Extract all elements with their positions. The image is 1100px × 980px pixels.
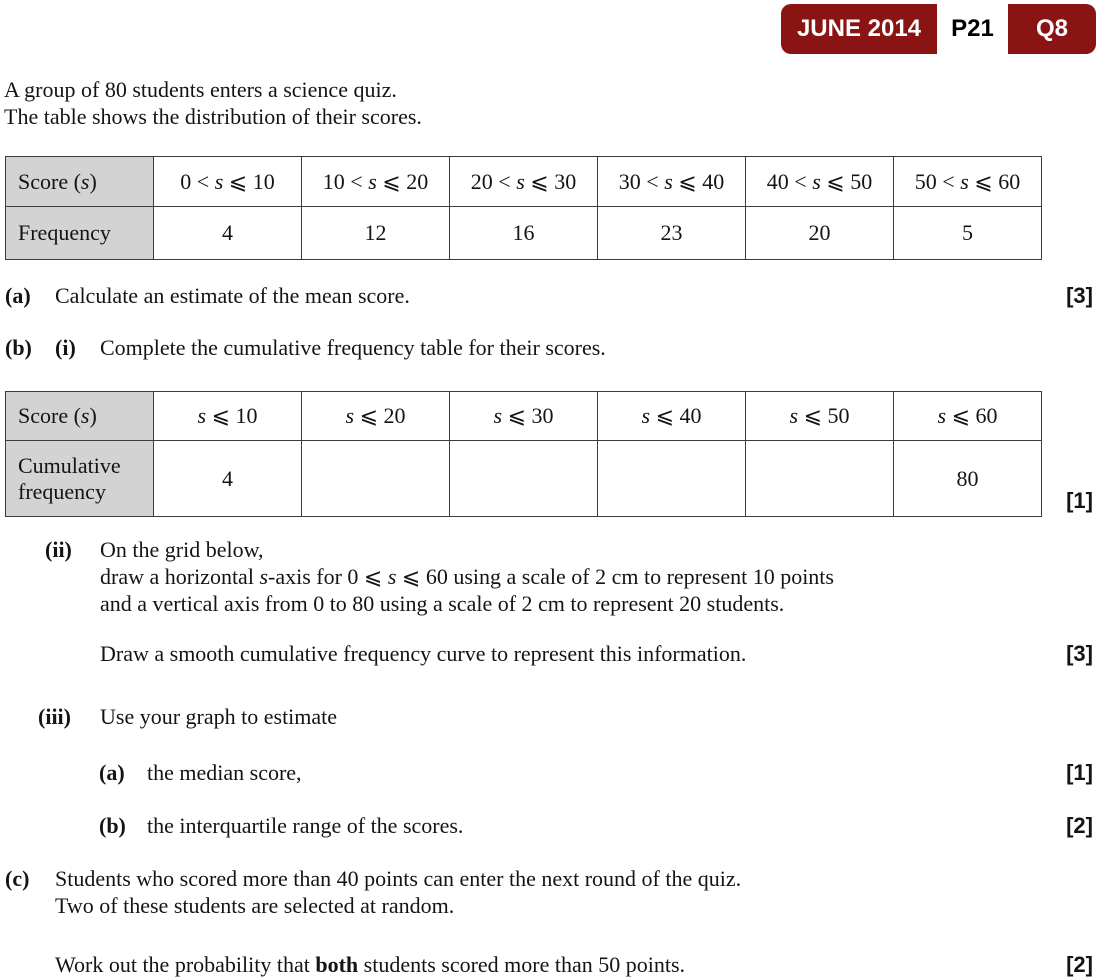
score-table-header-row: [6, 157, 1042, 207]
score-variable: s: [387, 564, 397, 589]
frequency-row-label: Frequency: [6, 207, 154, 260]
question-c-line-2: Two of these students are selected at random.: [55, 893, 455, 918]
frequency-cell: 20: [746, 207, 894, 260]
frequency-cell: 5: [894, 207, 1042, 260]
question-c-line-1: Students who scored more than 40 points can enter the next round of the quiz.: [55, 866, 742, 891]
question-b-label: (b): [5, 335, 32, 360]
question-c-final-text: Work out the probability that both students scored more than 50 points.: [55, 952, 686, 977]
question-bii-marks: [3]: [1066, 641, 1093, 666]
question-bii-line-3-text: and a vertical axis from 0 to 80 using a scale of 2 cm to represent 20 students.: [100, 591, 785, 616]
question-biii-b-row: [0, 812, 1100, 839]
score-variable: s: [80, 168, 90, 194]
question-c-label: (c): [5, 866, 30, 891]
cumulative-range-cell: s ⩽ 50: [746, 392, 894, 441]
question-bi-label: (i): [55, 335, 76, 360]
question-biii-b-label: (b): [99, 813, 126, 838]
score-variable: s: [214, 168, 224, 194]
question-bi-row: [0, 334, 1100, 361]
question-a-row: [0, 282, 1100, 309]
score-variable: s: [641, 403, 651, 428]
question-bii-line-2-text: draw a horizontal s-axis for 0 ⩽ s ⩽ 60 using a scale of 2 cm to represent 10 points: [100, 564, 834, 589]
score-variable: s: [516, 168, 525, 194]
question-bii-curve-text: Draw a smooth cumulative frequency curve to represent this information.: [100, 641, 747, 666]
score-range-cell: 20 < s ⩽ 30: [450, 157, 598, 207]
frequency-cell: 4: [154, 207, 302, 260]
score-table-header-label: Score (s): [6, 157, 154, 207]
frequency-cell: 12: [302, 207, 450, 260]
score-range-cell: 30 < s ⩽ 40: [598, 157, 746, 207]
cumulative-range-cell: s ⩽ 40: [598, 392, 746, 441]
question-bii-line-3: [0, 590, 1100, 617]
badge-session: JUNE 2014: [796, 15, 922, 42]
cumulative-range-cell: s ⩽ 30: [450, 392, 598, 441]
question-a-label: (a): [5, 283, 31, 308]
score-variable: s: [493, 403, 503, 428]
cumulative-range-cell: s ⩽ 10: [154, 392, 302, 441]
question-biii-b-text: the interquartile range of the scores.: [147, 813, 464, 838]
badge-question: Q8: [1035, 15, 1068, 42]
question-biii-a-text: the median score,: [147, 760, 302, 785]
frequency-cell: 23: [598, 207, 746, 260]
question-bi-marks: [1]: [1066, 488, 1093, 513]
cumulative-table-header-row: [6, 392, 1042, 441]
score-range-cell: 40 < s ⩽ 50: [746, 157, 894, 207]
score-variable: s: [937, 403, 947, 428]
question-c-marks: [2]: [1066, 952, 1093, 977]
score-range-cell: 10 < s ⩽ 20: [302, 157, 450, 207]
score-variable: s: [368, 168, 377, 194]
score-variable: s: [345, 403, 355, 428]
score-variable: s: [664, 168, 673, 194]
frequency-cell: 16: [450, 207, 598, 260]
score-variable: s: [812, 168, 821, 194]
cumulative-frequency-cell: 80: [894, 441, 1042, 517]
question-bii-line-1: On the grid below,: [100, 537, 264, 562]
score-distribution-table: [5, 156, 1042, 260]
question-a-text: Calculate an estimate of the mean score.: [55, 283, 410, 308]
score-variable: s: [80, 403, 90, 428]
bold-both: both: [315, 952, 359, 977]
exam-header-badge: [781, 4, 1096, 54]
badge-paper: P21: [937, 4, 1008, 54]
question-a-marks: [3]: [1066, 283, 1093, 308]
frequency-row: [6, 207, 1042, 260]
question-bii-label: (ii): [45, 537, 72, 562]
question-biii-a-marks: [1]: [1066, 760, 1093, 785]
cumulative-table-header-label: Score (s): [6, 392, 154, 441]
question-biii-label: (iii): [38, 704, 71, 729]
question-c-row: [0, 865, 1100, 892]
cumulative-row-label: Cumulative frequency: [6, 441, 154, 517]
question-c-line-2-row: [0, 892, 1100, 919]
intro-line-2: The table shows the distribution of their scores.: [4, 104, 422, 129]
question-biii-row: [0, 703, 1100, 730]
score-range-cell: 50 < s ⩽ 60: [894, 157, 1042, 207]
question-bi-marks-row: [0, 487, 1100, 514]
score-variable: s: [197, 403, 207, 428]
intro-text: [0, 76, 1100, 130]
question-bi-text: Complete the cumulative frequency table for their scores.: [100, 335, 606, 360]
score-variable: s: [960, 168, 969, 194]
question-biii-a-label: (a): [99, 760, 125, 785]
question-biii-text: Use your graph to estimate: [100, 704, 338, 729]
cumulative-range-cell: s ⩽ 60: [894, 392, 1042, 441]
question-c-final-row: [0, 951, 1100, 978]
question-biii-b-marks: [2]: [1066, 813, 1093, 838]
score-variable: s: [789, 403, 799, 428]
score-range-cell: 0 < s ⩽ 10: [154, 157, 302, 207]
score-variable: s: [259, 564, 268, 589]
intro-line-1: A group of 80 students enters a science quiz.: [4, 77, 397, 102]
question-biii-a-row: [0, 759, 1100, 786]
question-bii-line-2: [0, 563, 1100, 590]
question-bii-row: [0, 536, 1100, 563]
cumulative-frequency-cell: 4: [154, 441, 302, 517]
cumulative-range-cell: s ⩽ 20: [302, 392, 450, 441]
question-bii-curve-row: [0, 640, 1100, 667]
